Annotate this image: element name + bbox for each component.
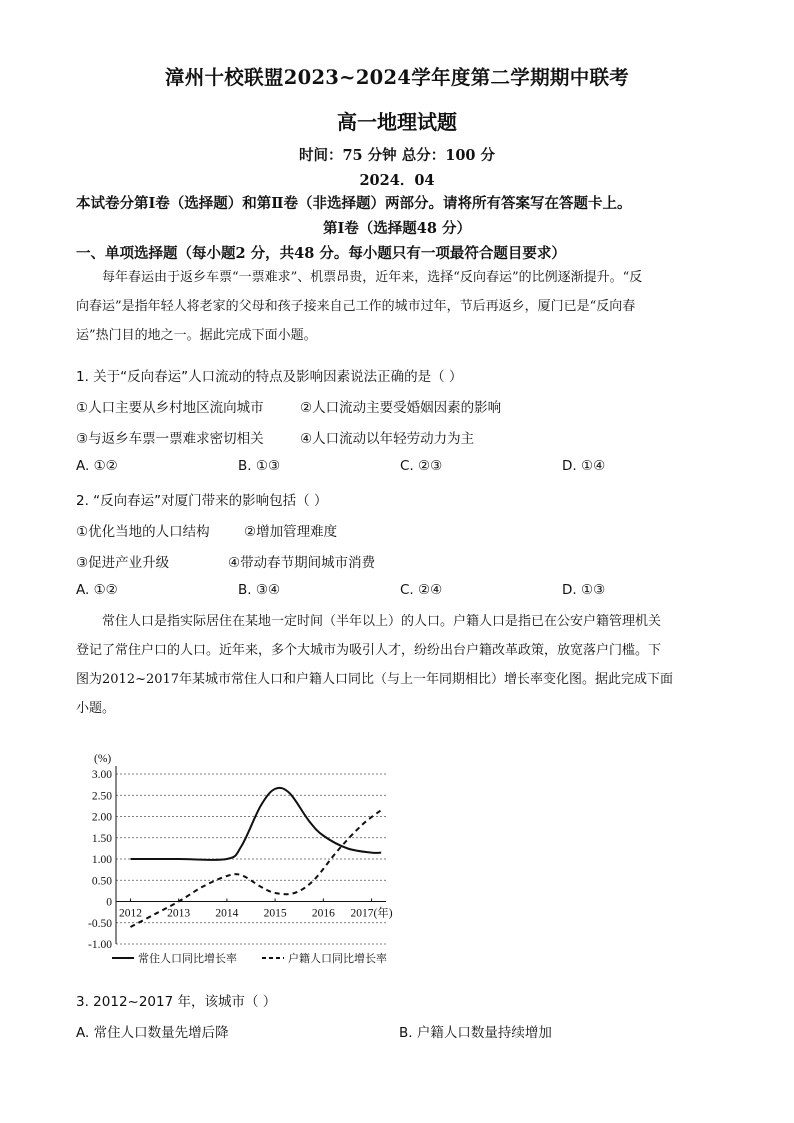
- question-3-stem: 3. 2012~2017 年，该城市（ ）: [76, 994, 277, 1010]
- question-1-option-b[interactable]: B. ①③: [238, 458, 281, 474]
- passage-2-line: 登记了常住户口的人口。近年来，多个大城市为吸引人才，纷纷出台户籍改革政策，放宽落户门槛。下: [76, 643, 662, 658]
- exam-date: 2024．04: [359, 172, 435, 189]
- question-1-item: ③与返乡车票一票难求密切相关: [76, 431, 264, 447]
- legend-label-household: 户籍人口同比增长率: [288, 952, 387, 965]
- exam-notice: 本试卷分第Ⅰ卷（选择题）和第Ⅱ卷（非选择题）两部分。请将所有答案写在答题卡上。: [76, 195, 632, 212]
- x-tick-label: 2016: [311, 907, 335, 920]
- passage-2: [76, 607, 718, 723]
- series-line-resident: [130, 788, 381, 860]
- x-tick-label: 2012: [118, 907, 142, 920]
- x-tick-label: 2013: [167, 907, 191, 920]
- question-2-item: ③促进产业升级: [76, 555, 170, 571]
- y-tick-label: 1.00: [91, 854, 112, 866]
- question-2-option-c[interactable]: C. ②④: [400, 582, 443, 598]
- question-1-option-a[interactable]: A. ①②: [76, 458, 118, 474]
- passage-2-line: 小题。: [76, 701, 116, 716]
- passage-2-line: 图为2012~2017年某城市常住人口和户籍人口同比（与上一年同期相比）增长率变化图。据此完成下面: [76, 672, 674, 687]
- x-tick-label: 2014: [215, 907, 239, 920]
- question-1-item: ①人口主要从乡村地区流向城市: [76, 400, 264, 416]
- passage-2-line: 常住人口是指实际居住在某地一定时间（半年以上）的人口。户籍人口是指已在公安户籍管理机关: [102, 614, 662, 629]
- exam-title: 漳州十校联盟2023~2024学年度第二学期期中联考: [164, 66, 630, 89]
- y-tick-label: -1.00: [88, 939, 112, 951]
- question-1-option-d[interactable]: D. ①④: [562, 458, 606, 474]
- y-tick-label: 0: [106, 896, 112, 909]
- question-1-item: ④人口流动以年轻劳动力为主: [300, 431, 475, 447]
- passage-1-line: 向春运”是指年轻人将老家的父母和孩子接来自己工作的城市过年，节后再返乡，厦门已是“反向春: [76, 299, 636, 314]
- y-tick-label: 2.50: [91, 790, 112, 803]
- question-2-option-d[interactable]: D. ①③: [562, 582, 606, 598]
- question-2-stem: 2. “反向春运”对厦门带来的影响包括（ ）: [76, 493, 328, 509]
- question-1-item: ②人口流动主要受婚姻因素的影响: [300, 400, 502, 416]
- part-heading: 第Ⅰ卷（选择题48 分）: [322, 220, 471, 237]
- question-3-option-b[interactable]: B. 户籍人口数量持续增加: [399, 1025, 552, 1041]
- y-tick-label: 2.00: [91, 811, 112, 824]
- y-tick-label: 3.00: [91, 769, 112, 781]
- question-2-item: ④带动春节期间城市消费: [228, 555, 376, 571]
- question-2-option-a[interactable]: A. ①②: [76, 582, 118, 598]
- x-tick-label: 2015: [263, 907, 287, 920]
- y-tick-label: 0.50: [91, 875, 112, 888]
- subject-title: 高一地理试题: [337, 110, 457, 134]
- chart-svg: [76, 744, 416, 974]
- question-1-option-c[interactable]: C. ②③: [400, 458, 443, 474]
- y-tick-label: -0.50: [88, 917, 112, 930]
- passage-1: [76, 263, 718, 350]
- question-3-option-a[interactable]: A. 常住人口数量先增后降: [76, 1025, 229, 1041]
- question-1-stem: 1. 关于“反向春运”人口流动的特点及影响因素说法正确的是（ ）: [76, 369, 463, 385]
- legend-label-resident: 常住人口同比增长率: [138, 952, 237, 965]
- y-axis-unit-label: (%): [94, 753, 112, 765]
- question-2-item: ②增加管理难度: [244, 524, 338, 540]
- population-growth-chart: [76, 744, 416, 974]
- section-heading: 一、单项选择题（每小题2 分，共48 分。每小题只有一项最符合题目要求）: [76, 245, 566, 262]
- y-tick-label: 1.50: [91, 832, 112, 845]
- passage-1-line: 运”热门目的地之一。据此完成下面小题。: [76, 328, 317, 343]
- time-info: 时间：75 分钟 总分：100 分: [298, 147, 496, 164]
- passage-1-line: 每年春运由于返乡车票“一票难求”、机票昂贵，近年来，选择“反向春运”的比例逐渐提升。“反: [102, 270, 643, 285]
- question-2-item: ①优化当地的人口结构: [76, 524, 210, 540]
- x-tick-label: 2017(年): [350, 907, 393, 920]
- question-2-option-b[interactable]: B. ③④: [238, 582, 281, 598]
